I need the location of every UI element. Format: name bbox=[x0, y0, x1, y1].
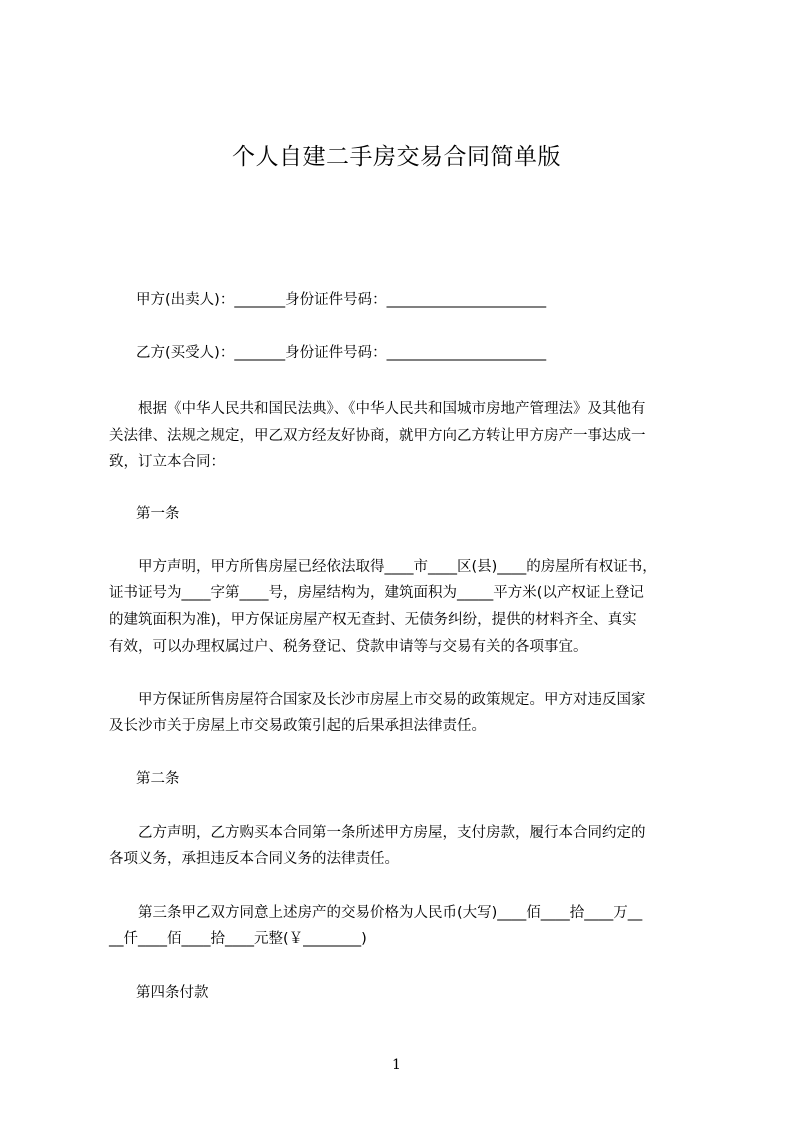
party-a-line: 甲方(出卖人)：_______身份证件号码：______________________ bbox=[136, 292, 547, 308]
preamble-line: 根据《中华人民共和国民法典》、《中华人民共和国城市房地产管理法》及其他有 bbox=[138, 401, 646, 417]
page-number: 1 bbox=[392, 1057, 401, 1073]
article-1-line: 及长沙市关于房屋上市交易政策引起的后果承担法律责任。 bbox=[109, 718, 486, 734]
article-4-heading: 第四条付款 bbox=[136, 985, 209, 1001]
article-1-line: 的建筑面积为准)，甲方保证房屋产权无查封、无债务纠纷，提供的材料齐全、真实 bbox=[109, 612, 637, 628]
preamble-line: 致，订立本合同： bbox=[109, 454, 225, 470]
article-1-line: 证书证号为____字第____号，房屋结构为，建筑面积为_____平方米(以产权证上登记 bbox=[109, 585, 644, 601]
preamble-line: 关法律、法规之规定，甲乙双方经友好协商，就甲方向乙方转让甲方房产一事达成一 bbox=[109, 428, 646, 444]
article-1-line: 有效，可以办理权属过户、税务登记、贷款申请等与交易有关的各项事宜。 bbox=[109, 639, 588, 655]
article-3-line: __仟____佰____拾____元整(￥________) bbox=[109, 931, 367, 947]
article-2-line: 乙方声明，乙方购买本合同第一条所述甲方房屋，支付房款，履行本合同约定的 bbox=[138, 825, 646, 841]
article-1-heading: 第一条 bbox=[136, 506, 180, 522]
document-title: 个人自建二手房交易合同简单版 bbox=[232, 144, 561, 170]
article-2-line: 各项义务，承担违反本合同义务的法律责任。 bbox=[109, 851, 399, 867]
article-3-line: 第三条甲乙双方同意上述房产的交易价格为人民币(大写)____佰____拾____万__ bbox=[138, 905, 643, 921]
article-1-line: 甲方保证所售房屋符合国家及长沙市房屋上市交易的政策规定。甲方对违反国家 bbox=[138, 692, 646, 708]
article-1-line: 甲方声明，甲方所售房屋已经依法取得____市____区(县)____的房屋所有权证书， bbox=[138, 559, 657, 575]
article-2-heading: 第二条 bbox=[136, 771, 180, 787]
party-b-line: 乙方(买受人)：_______身份证件号码：______________________ bbox=[136, 345, 547, 361]
